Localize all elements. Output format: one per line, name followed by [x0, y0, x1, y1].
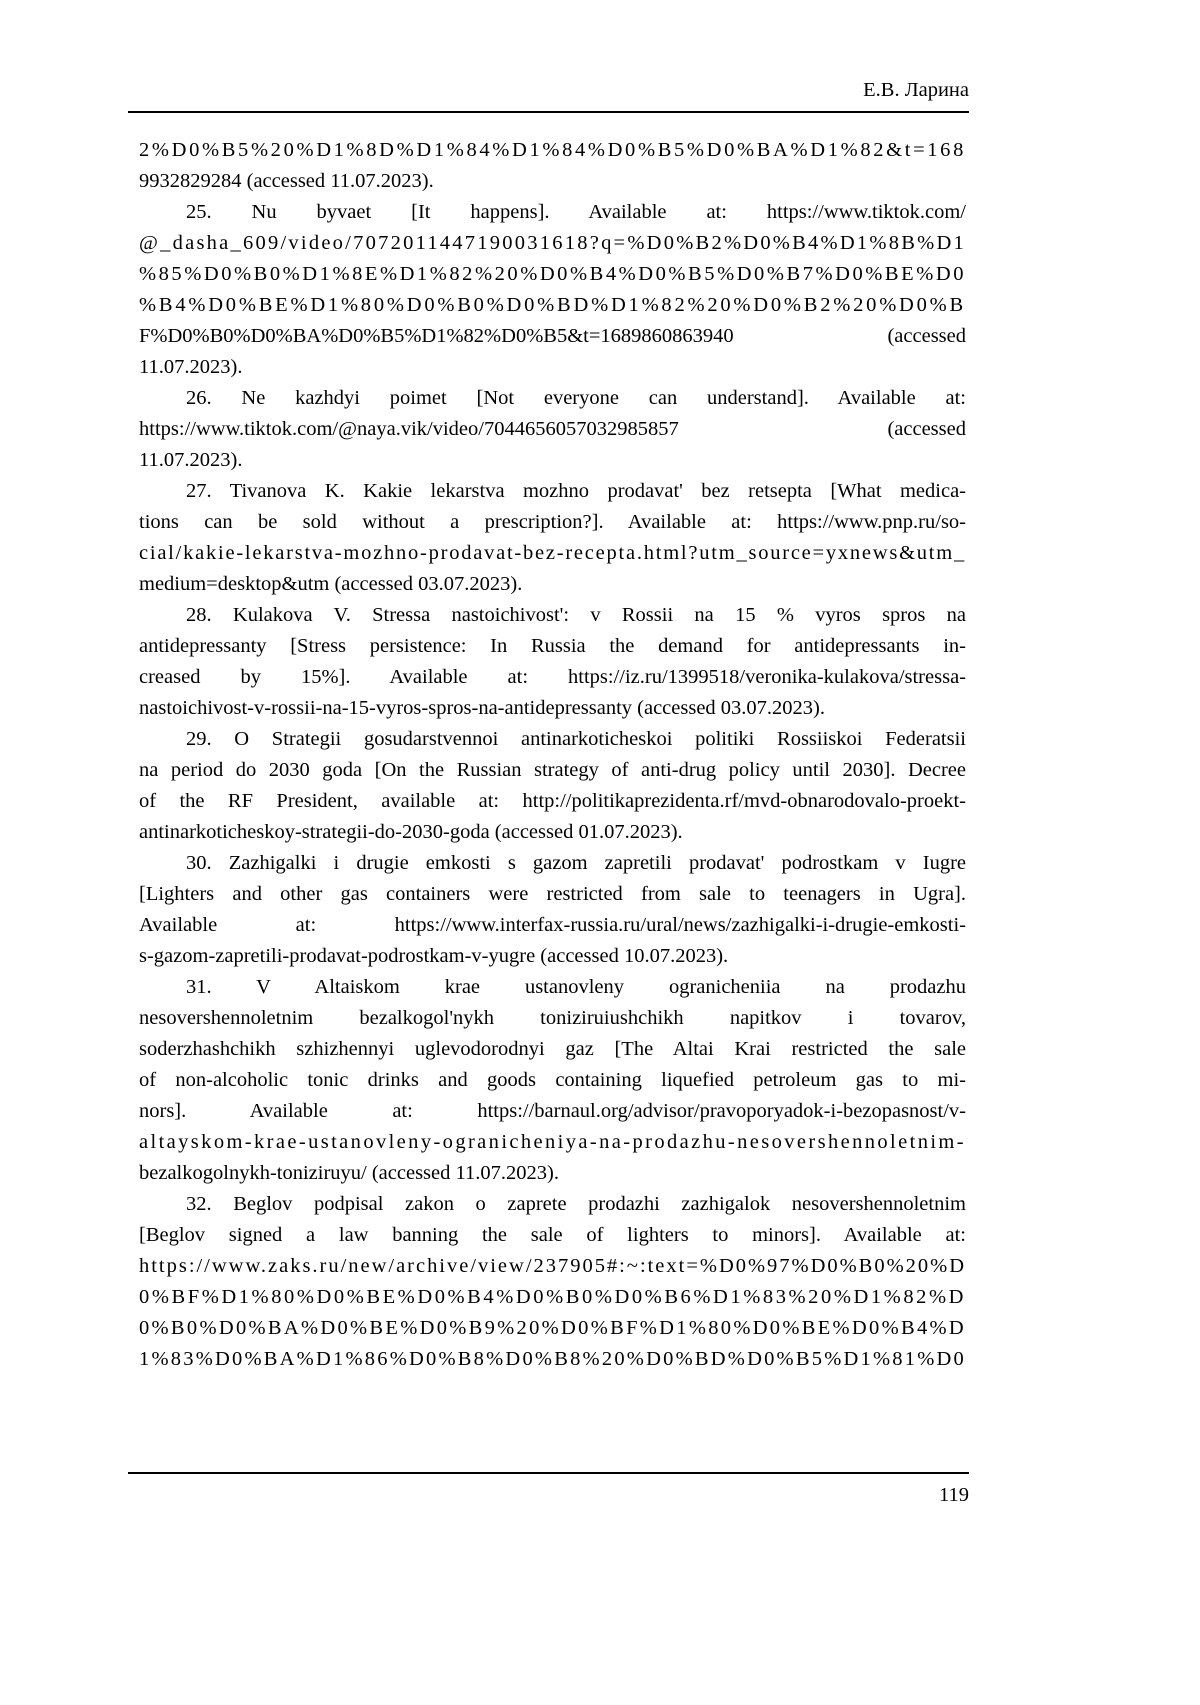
text-line: 27. Tivanova K. Kakie lekarstva mozhno prodavat' bez retsepta [What medica-: [186, 480, 966, 502]
text-line: 2%D0%B5%20%D1%8D%D1%84%D1%84%D0%B5%D0%BA%D1%82&t=168: [139, 139, 966, 161]
text-line: na period do 2030 goda [On the Russian strategy of anti-drug policy until 2030]. Decree: [139, 759, 966, 781]
reference-paragraph: [139, 135, 966, 197]
text-line: creased by 15%]. Available at: https://iz.ru/1399518/veronika-kulakova/stressa-: [139, 666, 966, 688]
reference-paragraph: [139, 600, 966, 724]
text-line: 28. Kulakova V. Stressa nastoichivost': v Rossii na 15 % vyros spros na: [186, 604, 966, 626]
text-line: of the RF President, available at: http://politikaprezidenta.rf/mvd-obnarodovalo-proekt-: [139, 790, 966, 812]
reference-paragraph: [139, 476, 966, 600]
reference-paragraph: [139, 197, 966, 383]
page-header: [128, 78, 969, 113]
text-line: 26. Ne kazhdyi poimet [Not everyone can understand]. Available at:: [186, 387, 966, 409]
text-line: [Lighters and other gas containers were restricted from sale to teenagers in Ugra].: [139, 883, 966, 905]
reference-paragraph: [139, 724, 966, 848]
text-line: %85%D0%B0%D1%8E%D1%82%20%D0%B4%D0%B5%D0%B7%D0%BE%D0: [139, 263, 966, 285]
text-line: medium=desktop&utm (accessed 03.07.2023).: [139, 573, 523, 595]
page-number: 119: [939, 1484, 969, 1506]
text-line: 11.07.2023).: [139, 356, 243, 378]
text-line: 29. O Strategii gosudarstvennoi antinarkoticheskoi politiki Rossiiskoi Federatsii: [186, 728, 966, 750]
text-line: https://www.tiktok.com/@naya.vik/video/7044656057032985857 (accessed: [139, 418, 966, 440]
text-line: nesovershennoletnim bezalkogol'nykh toniziruiushchikh napitkov i tovarov,: [139, 1007, 966, 1029]
text-line: 0%B0%D0%BA%D0%BE%D0%B9%20%D0%BF%D1%80%D0%BE%D0%B4%D: [139, 1317, 966, 1339]
text-line: s-gazom-zapretili-prodavat-podrostkam-v-yugre (accessed 10.07.2023).: [139, 945, 729, 967]
text-line: antinarkoticheskoy-strategii-do-2030-goda (accessed 01.07.2023).: [139, 821, 683, 843]
text-line: 11.07.2023).: [139, 449, 243, 471]
text-line: F%D0%B0%D0%BA%D0%B5%D1%82%D0%B5&t=1689860863940 (accessed: [139, 325, 966, 347]
page-footer: [128, 1472, 969, 1507]
reference-paragraph: [139, 848, 966, 972]
text-line: antidepressanty [Stress persistence: In Russia the demand for antidepressants in-: [139, 635, 966, 657]
text-line: 1%83%D0%BA%D1%86%D0%B8%D0%B8%20%D0%BD%D0%B5%D1%81%D0: [139, 1348, 966, 1370]
reference-paragraph: [139, 383, 966, 476]
text-line: cial/kakie-lekarstva-mozhno-prodavat-bez-recepta.html?utm_source=yxnews&utm_: [139, 542, 966, 564]
text-line: tions can be sold without a prescription?]. Available at: https://www.pnp.ru/so-: [139, 511, 966, 533]
text-line: [Beglov signed a law banning the sale of lighters to minors]. Available at:: [139, 1224, 966, 1246]
text-line: Available at: https://www.interfax-russia.ru/ural/news/zazhigalki-i-drugie-emkosti-: [139, 914, 966, 936]
text-line: @_dasha_609/video/7072011447190031618?q=%D0%B2%D0%B4%D1%8B%D1: [139, 232, 966, 254]
reference-paragraph: [139, 1189, 966, 1375]
text-line: soderzhashchikh szhizhennyi uglevodorodnyi gaz [The Altai Krai restricted the sale: [139, 1038, 966, 1060]
text-line: of non-alcoholic tonic drinks and goods containing liquefied petroleum gas to mi-: [139, 1069, 966, 1091]
reference-paragraph: [139, 972, 966, 1189]
running-head-author: Е.В. Ларина: [863, 79, 969, 101]
text-line: bezalkogolnykh-toniziruyu/ (accessed 11.07.2023).: [139, 1162, 559, 1184]
text-line: 32. Beglov podpisal zakon o zaprete prodazhi zazhigalok nesovershennoletnim: [186, 1193, 966, 1215]
text-line: 31. V Altaiskom krae ustanovleny ogranicheniia na prodazhu: [186, 976, 966, 998]
text-line: %B4%D0%BE%D1%80%D0%B0%D0%BD%D1%82%20%D0%B2%20%D0%B: [139, 294, 966, 316]
text-line: 30. Zazhigalki i drugie emkosti s gazom zapretili prodavat' podrostkam v Iugre: [186, 852, 966, 874]
text-line: 25. Nu byvaet [It happens]. Available at: https://www.tiktok.com/: [186, 201, 966, 223]
references-body: [139, 135, 966, 1375]
text-line: altayskom-krae-ustanovleny-ogranicheniya-na-prodazhu-nesovershennoletnim-: [139, 1131, 966, 1153]
text-line: 9932829284 (accessed 11.07.2023).: [139, 170, 434, 192]
text-line: 0%BF%D1%80%D0%BE%D0%B4%D0%B0%D0%B6%D1%83%20%D1%82%D: [139, 1286, 966, 1308]
text-line: nastoichivost-v-rossii-na-15-vyros-spros-na-antidepressanty (accessed 03.07.2023).: [139, 697, 825, 719]
text-line: https://www.zaks.ru/new/archive/view/237905#:~:text=%D0%97%D0%B0%20%D: [139, 1255, 966, 1277]
text-line: nors]. Available at: https://barnaul.org/advisor/pravoporyadok-i-bezopasnost/v-: [139, 1100, 966, 1122]
